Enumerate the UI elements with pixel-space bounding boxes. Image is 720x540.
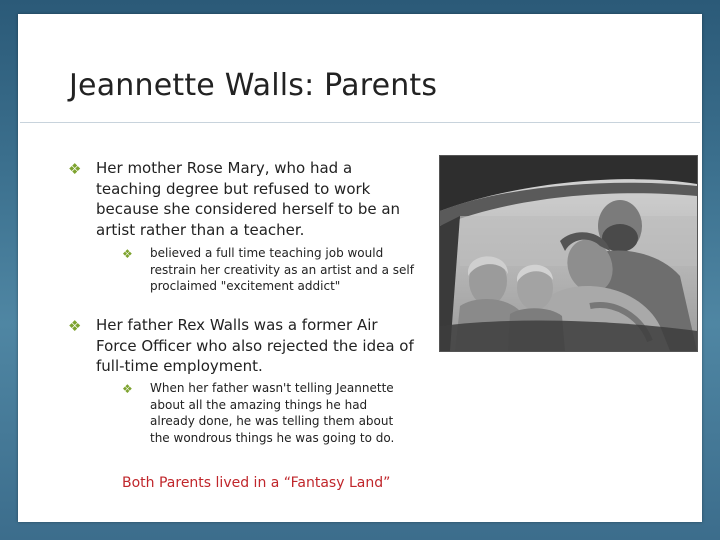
fantasy-land-callout: Both Parents lived in a “Fantasy Land”	[122, 475, 391, 491]
title-divider	[20, 122, 700, 123]
diamond-bullet-icon: ❖	[68, 317, 82, 335]
sub-bullet-mother: believed a full time teaching job would restrain her creativity as an artist and a self proclaimed "excitement addict"	[150, 246, 414, 293]
diamond-bullet-icon: ❖	[122, 247, 133, 261]
family-in-car-photo	[439, 155, 698, 352]
diamond-bullet-icon: ❖	[68, 160, 82, 178]
slide	[18, 14, 702, 522]
bullet-mother: Her mother Rose Mary, who had a teaching degree but refused to work because she considered herself to be an artist rather than a teacher.	[96, 159, 401, 239]
diamond-bullet-icon: ❖	[122, 382, 133, 396]
slide-title: Jeannette Walls: Parents	[69, 68, 438, 103]
bullet-father: Her father Rex Walls was a former Air Force Officer who also rejected the idea of full-time employment.	[96, 316, 414, 375]
sub-bullet-father: When her father wasn't telling Jeannette about all the amazing things he had already done, he was telling them about the wondrous things he was going to do.	[150, 381, 395, 445]
